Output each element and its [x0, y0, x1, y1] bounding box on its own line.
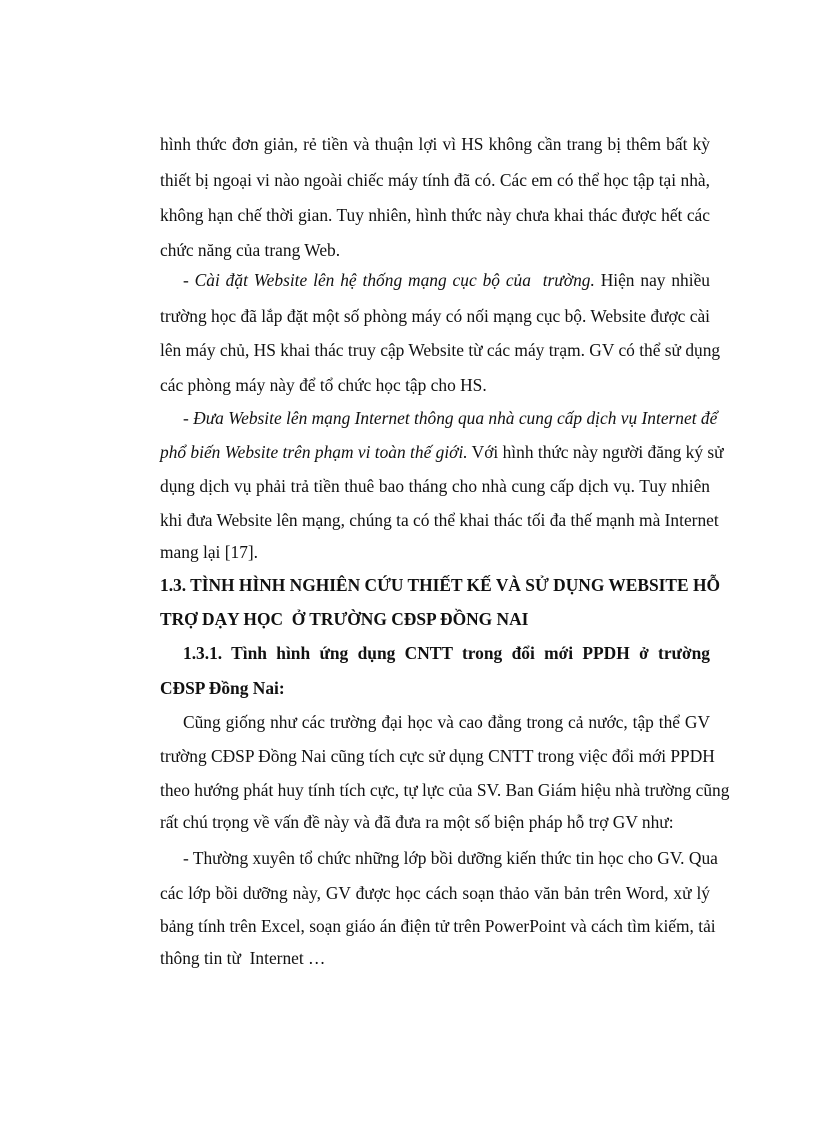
- paragraph-2-line-3: lên máy chủ, HS khai thác truy cập Website từ các máy trạm. GV có thể sử dụng: [160, 340, 721, 360]
- paragraph-1-line-1: hình thức đơn giản, rẻ tiền và thuận lợi vì HS không cần trang bị thêm bất kỳ: [160, 134, 710, 154]
- paragraph-5-line-4: thông tin từ Internet …: [160, 948, 326, 968]
- paragraph-4-line-4: rất chú trọng về vấn đề này và đã đưa ra một số biện pháp hỗ trợ GV như:: [160, 812, 674, 832]
- paragraph-5-line-2: các lớp bồi dưỡng này, GV được học cách soạn thảo văn bản trên Word, xử lý: [160, 883, 710, 903]
- paragraph-5-line-3: bảng tính trên Excel, soạn giáo án điện tử trên PowerPoint và cách tìm kiếm, tải: [160, 916, 716, 936]
- paragraph-2-italic-lead: - Cài đặt Website lên hệ thống mạng cục bộ của trường.: [183, 270, 595, 290]
- paragraph-4-line-1: Cũng giống như các trường đại học và cao đẳng trong cả nước, tập thể GV: [183, 712, 710, 732]
- paragraph-3-line-5: mang lại [17].: [160, 542, 259, 562]
- paragraph-5-line-1: - Thường xuyên tổ chức những lớp bồi dưỡng kiến thức tin học cho GV. Qua: [183, 848, 718, 868]
- paragraph-1-line-4: chức năng của trang Web.: [160, 240, 341, 260]
- paragraph-1-line-2: thiết bị ngoại vi nào ngoài chiếc máy tính đã có. Các em có thể học tập tại nhà,: [160, 170, 710, 190]
- paragraph-3-line-2: [160, 442, 724, 462]
- paragraph-3-italic-tail: phổ biến Website trên phạm vi toàn thế giới.: [160, 442, 468, 462]
- paragraph-2-line-1: [183, 270, 710, 290]
- paragraph-3-line-1: - Đưa Website lên mạng Internet thông qua nhà cung cấp dịch vụ Internet để: [183, 408, 718, 428]
- paragraph-3-line-2-rest: Với hình thức này người đăng ký sử: [467, 442, 724, 462]
- paragraph-4-line-2: trường CĐSP Đồng Nai cũng tích cực sử dụng CNTT trong việc đổi mới PPDH: [160, 746, 715, 766]
- paragraph-1-line-3: không hạn chế thời gian. Tuy nhiên, hình thức này chưa khai thác được hết các: [160, 205, 710, 225]
- subsection-heading-1-3-1-line-1: 1.3.1. Tình hình ứng dụng CNTT trong đổi mới PPDH ở trường: [183, 643, 710, 663]
- paragraph-3-line-3: dụng dịch vụ phải trả tiền thuê bao tháng cho nhà cung cấp dịch vụ. Tuy nhiên: [160, 476, 710, 496]
- section-heading-1-3-line-1: 1.3. TÌNH HÌNH NGHIÊN CỨU THIẾT KẾ VÀ SỬ DỤNG WEBSITE HỖ: [160, 575, 721, 595]
- subsection-heading-1-3-1-line-2: CĐSP Đồng Nai:: [160, 678, 285, 698]
- section-heading-1-3-line-2: TRỢ DẠY HỌC Ở TRƯỜNG CĐSP ĐỒNG NAI: [160, 609, 529, 629]
- paragraph-4-line-3: theo hướng phát huy tính tích cực, tự lực của SV. Ban Giám hiệu nhà trường cũng: [160, 780, 730, 800]
- paragraph-2-line-4: các phòng máy này để tổ chức học tập cho HS.: [160, 375, 487, 395]
- paragraph-3-line-4: khi đưa Website lên mạng, chúng ta có thể khai thác tối đa thế mạnh mà Internet: [160, 510, 719, 530]
- paragraph-2-line-2: trường học đã lắp đặt một số phòng máy có nối mạng cục bộ. Website được cài: [160, 306, 710, 326]
- paragraph-2-line-1-rest: Hiện nay nhiều: [594, 270, 711, 290]
